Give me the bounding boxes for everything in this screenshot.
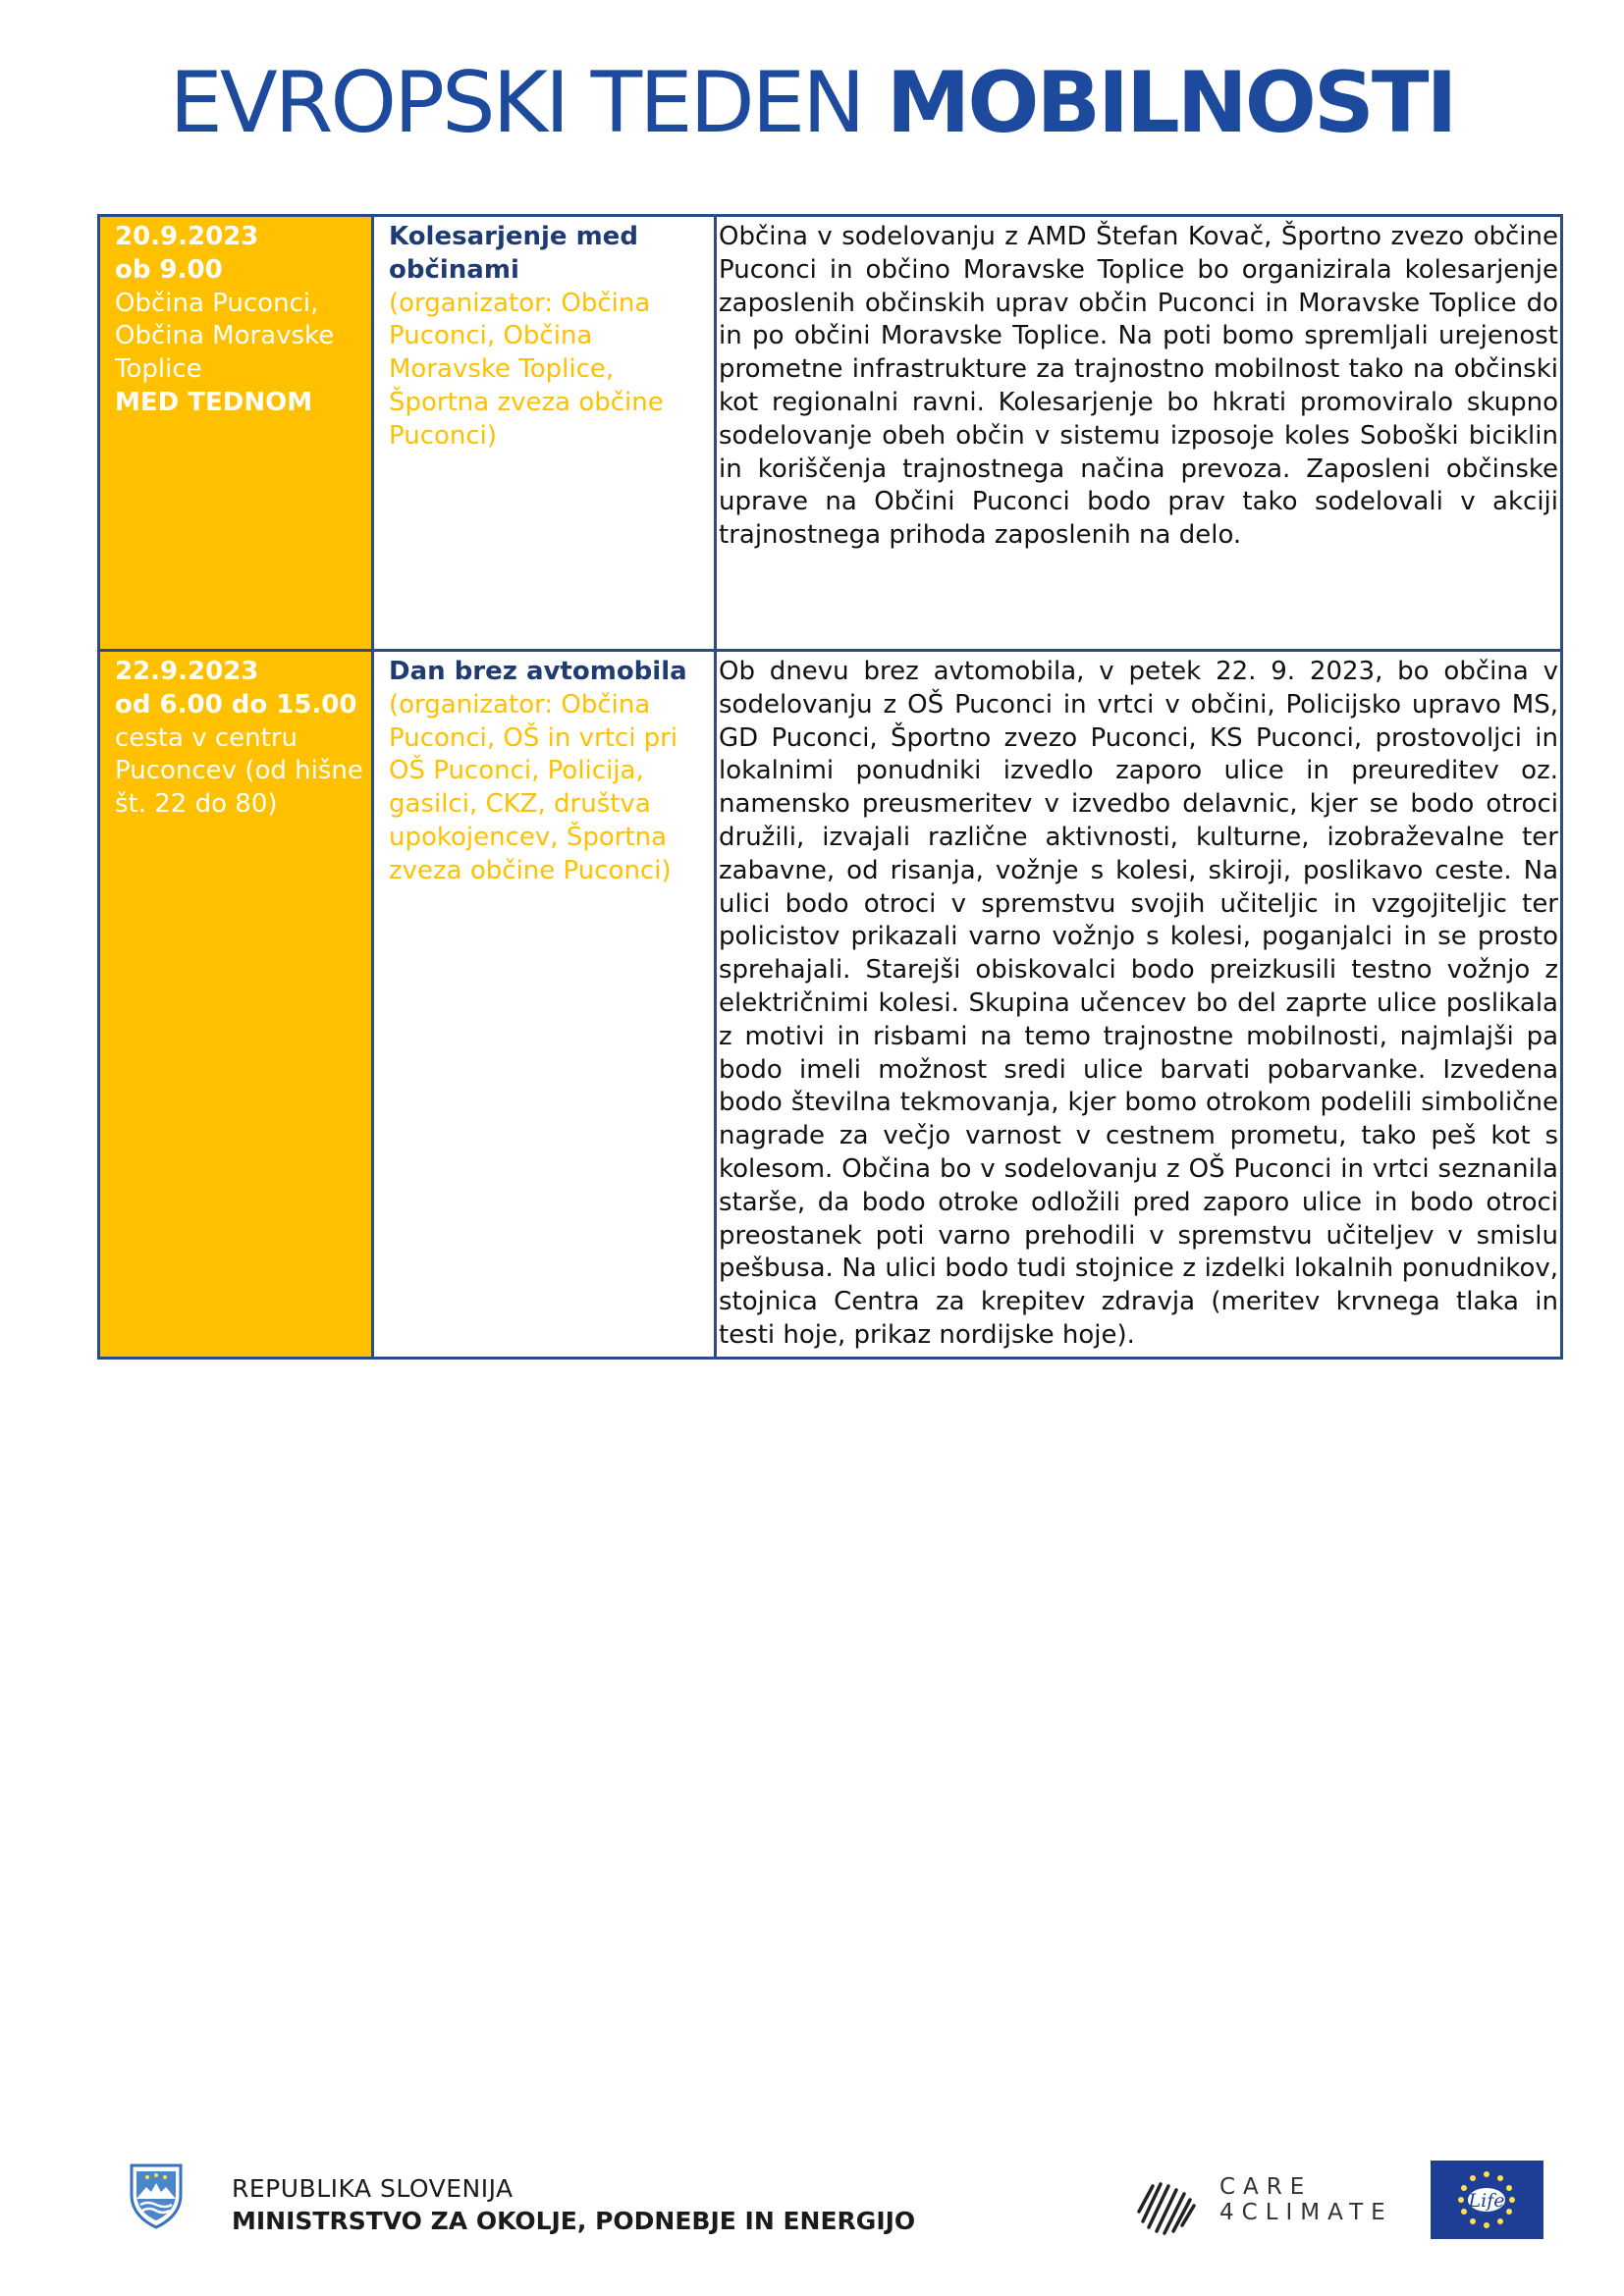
events-table bbox=[97, 214, 1563, 1360]
fingerprint-icon bbox=[1131, 2170, 1202, 2241]
event-title-cell bbox=[373, 651, 716, 1359]
event-location: cesta v centru Puconcev (od hišne št. 22 do 80) bbox=[115, 722, 363, 820]
header-title-bold: MOBILNOSTI bbox=[886, 54, 1455, 152]
eu-stars-icon bbox=[1431, 2161, 1543, 2239]
ministry-line2: MINISTRSTVO ZA OKOLJE, PODNEBJE IN ENERGIJO bbox=[232, 2207, 916, 2235]
care-line1: CARE bbox=[1219, 2174, 1313, 2200]
event-note: MED TEDNOM bbox=[115, 387, 313, 417]
page-header bbox=[0, 54, 1624, 152]
slovenia-crest-icon bbox=[128, 2160, 185, 2230]
header-title-light: EVROPSKI TEDEN bbox=[169, 54, 887, 152]
event-description-cell bbox=[716, 216, 1562, 651]
event-location: Občina Puconci, Občina Moravske Toplice bbox=[115, 288, 335, 385]
care4climate-text bbox=[1219, 2174, 1393, 2225]
event-date: 20.9.2023 bbox=[115, 222, 259, 251]
care-line2: 4CLIMATE bbox=[1219, 2200, 1393, 2225]
event-title-cell bbox=[373, 216, 716, 651]
event-description-cell bbox=[716, 651, 1562, 1359]
ministry-line1: REPUBLIKA SLOVENIJA bbox=[232, 2174, 514, 2203]
ministry-name bbox=[232, 2173, 915, 2238]
event-time: ob 9.00 bbox=[115, 254, 223, 285]
life-logo-text: Life bbox=[1468, 2190, 1505, 2212]
event-date: 22.9.2023 bbox=[115, 657, 259, 686]
event-title: Dan brez avtomobila bbox=[389, 657, 687, 686]
event-row bbox=[99, 651, 1562, 1359]
event-description: Ob dnevu brez avtomobila, v petek 22. 9. 2023, bo občina v sodelovanju z OŠ Puconci in vrtci v občini, Policijsko upravo MS, GD Puconci, Športno zvezo Puconci, KS Puconci, prostovoljci in lokalnimi ponudniki izvedlo zaporo ulice in preureditev oz. namensko preusmeritev v izvedbo delavnic, kjer se bodo otroci družili, izvajali različne aktivnosti, kulturne, izobraževalne ter zabavne, od risanja, vožnje s kolesi, skiroji, poslikavo ceste. Na ulici bodo otroci v spremstvu svojih učiteljic in vzgojiteljic ter policistov prikazali varno vožnjo s kolesi, poganjalci in se prosto sprehajali. Starejši obiskovalci bodo preizkusili testno vožnjo z električnimi kolesi. Skupina učencev bo del zaprte ulice poslikala z motivi in risbami na temo trajnostne mobilnosti, najmlajši pa bodo imeli možnost sredi ulice barvati pobarvanke. Izvedena bodo številna tekmovanja, kjer bomo otrokom podelili simbolične nagrade za večjo varnost v cestnem prometu, tako peš kot s kolesom. Občina bo v sodelovanju z OŠ Puconci in vrtci seznanila starše, da bodo otroke odložili pred zaporo ulice in bodo otroci preostanek poti varno prehodili v spremstvu učiteljev v smislu pešbusa. Na ulici bodo tudi stojnice z izdelki lokalnih ponudnikov, stojnica Centra za krepitev zdravja (meritev krvnega tlaka in testi hoje, prikaz nordijske hoje). bbox=[719, 657, 1558, 1350]
event-organizer: (organizator: Občina Puconci, OŠ in vrtci pri OŠ Puconci, Policija, gasilci, CKZ, društva upokojencev, Športna zveza občine Puconci) bbox=[389, 689, 678, 885]
care4climate-logo bbox=[1131, 2170, 1393, 2239]
event-time: od 6.00 do 15.00 bbox=[115, 689, 357, 720]
event-description: Občina v sodelovanju z AMD Štefan Kovač, Športno zvezo občine Puconci in občino Moravske Toplice bo organizirala kolesarjenje zaposlenih občinskih uprav občin Puconci in Moravske Toplice do in po občini Moravske Toplice. Na poti bomo spremljali urejenost prometne infrastrukture za trajnostno mobilnost tako na občinski kot regionalni ravni. Kolesarjenje bo hkrati promoviralo skupno sodelovanje obeh občin v sistemu izposoje koles Soboški biciklin in koriščenja trajnostnega načina prevoza. Zaposleni občinske uprave na Občini Puconci bodo prav tako sodelovali v akciji trajnostnega prihoda zaposlenih na delo. bbox=[719, 222, 1558, 551]
event-row bbox=[99, 216, 1562, 651]
event-title: Kolesarjenje med občinami bbox=[389, 222, 638, 285]
event-organizer: (organizator: Občina Puconci, Občina Moravske Toplice, Športna zveza občine Puconci) bbox=[389, 288, 664, 451]
eu-life-logo bbox=[1431, 2161, 1543, 2239]
event-date-cell bbox=[99, 216, 373, 651]
event-date-cell bbox=[99, 651, 373, 1359]
